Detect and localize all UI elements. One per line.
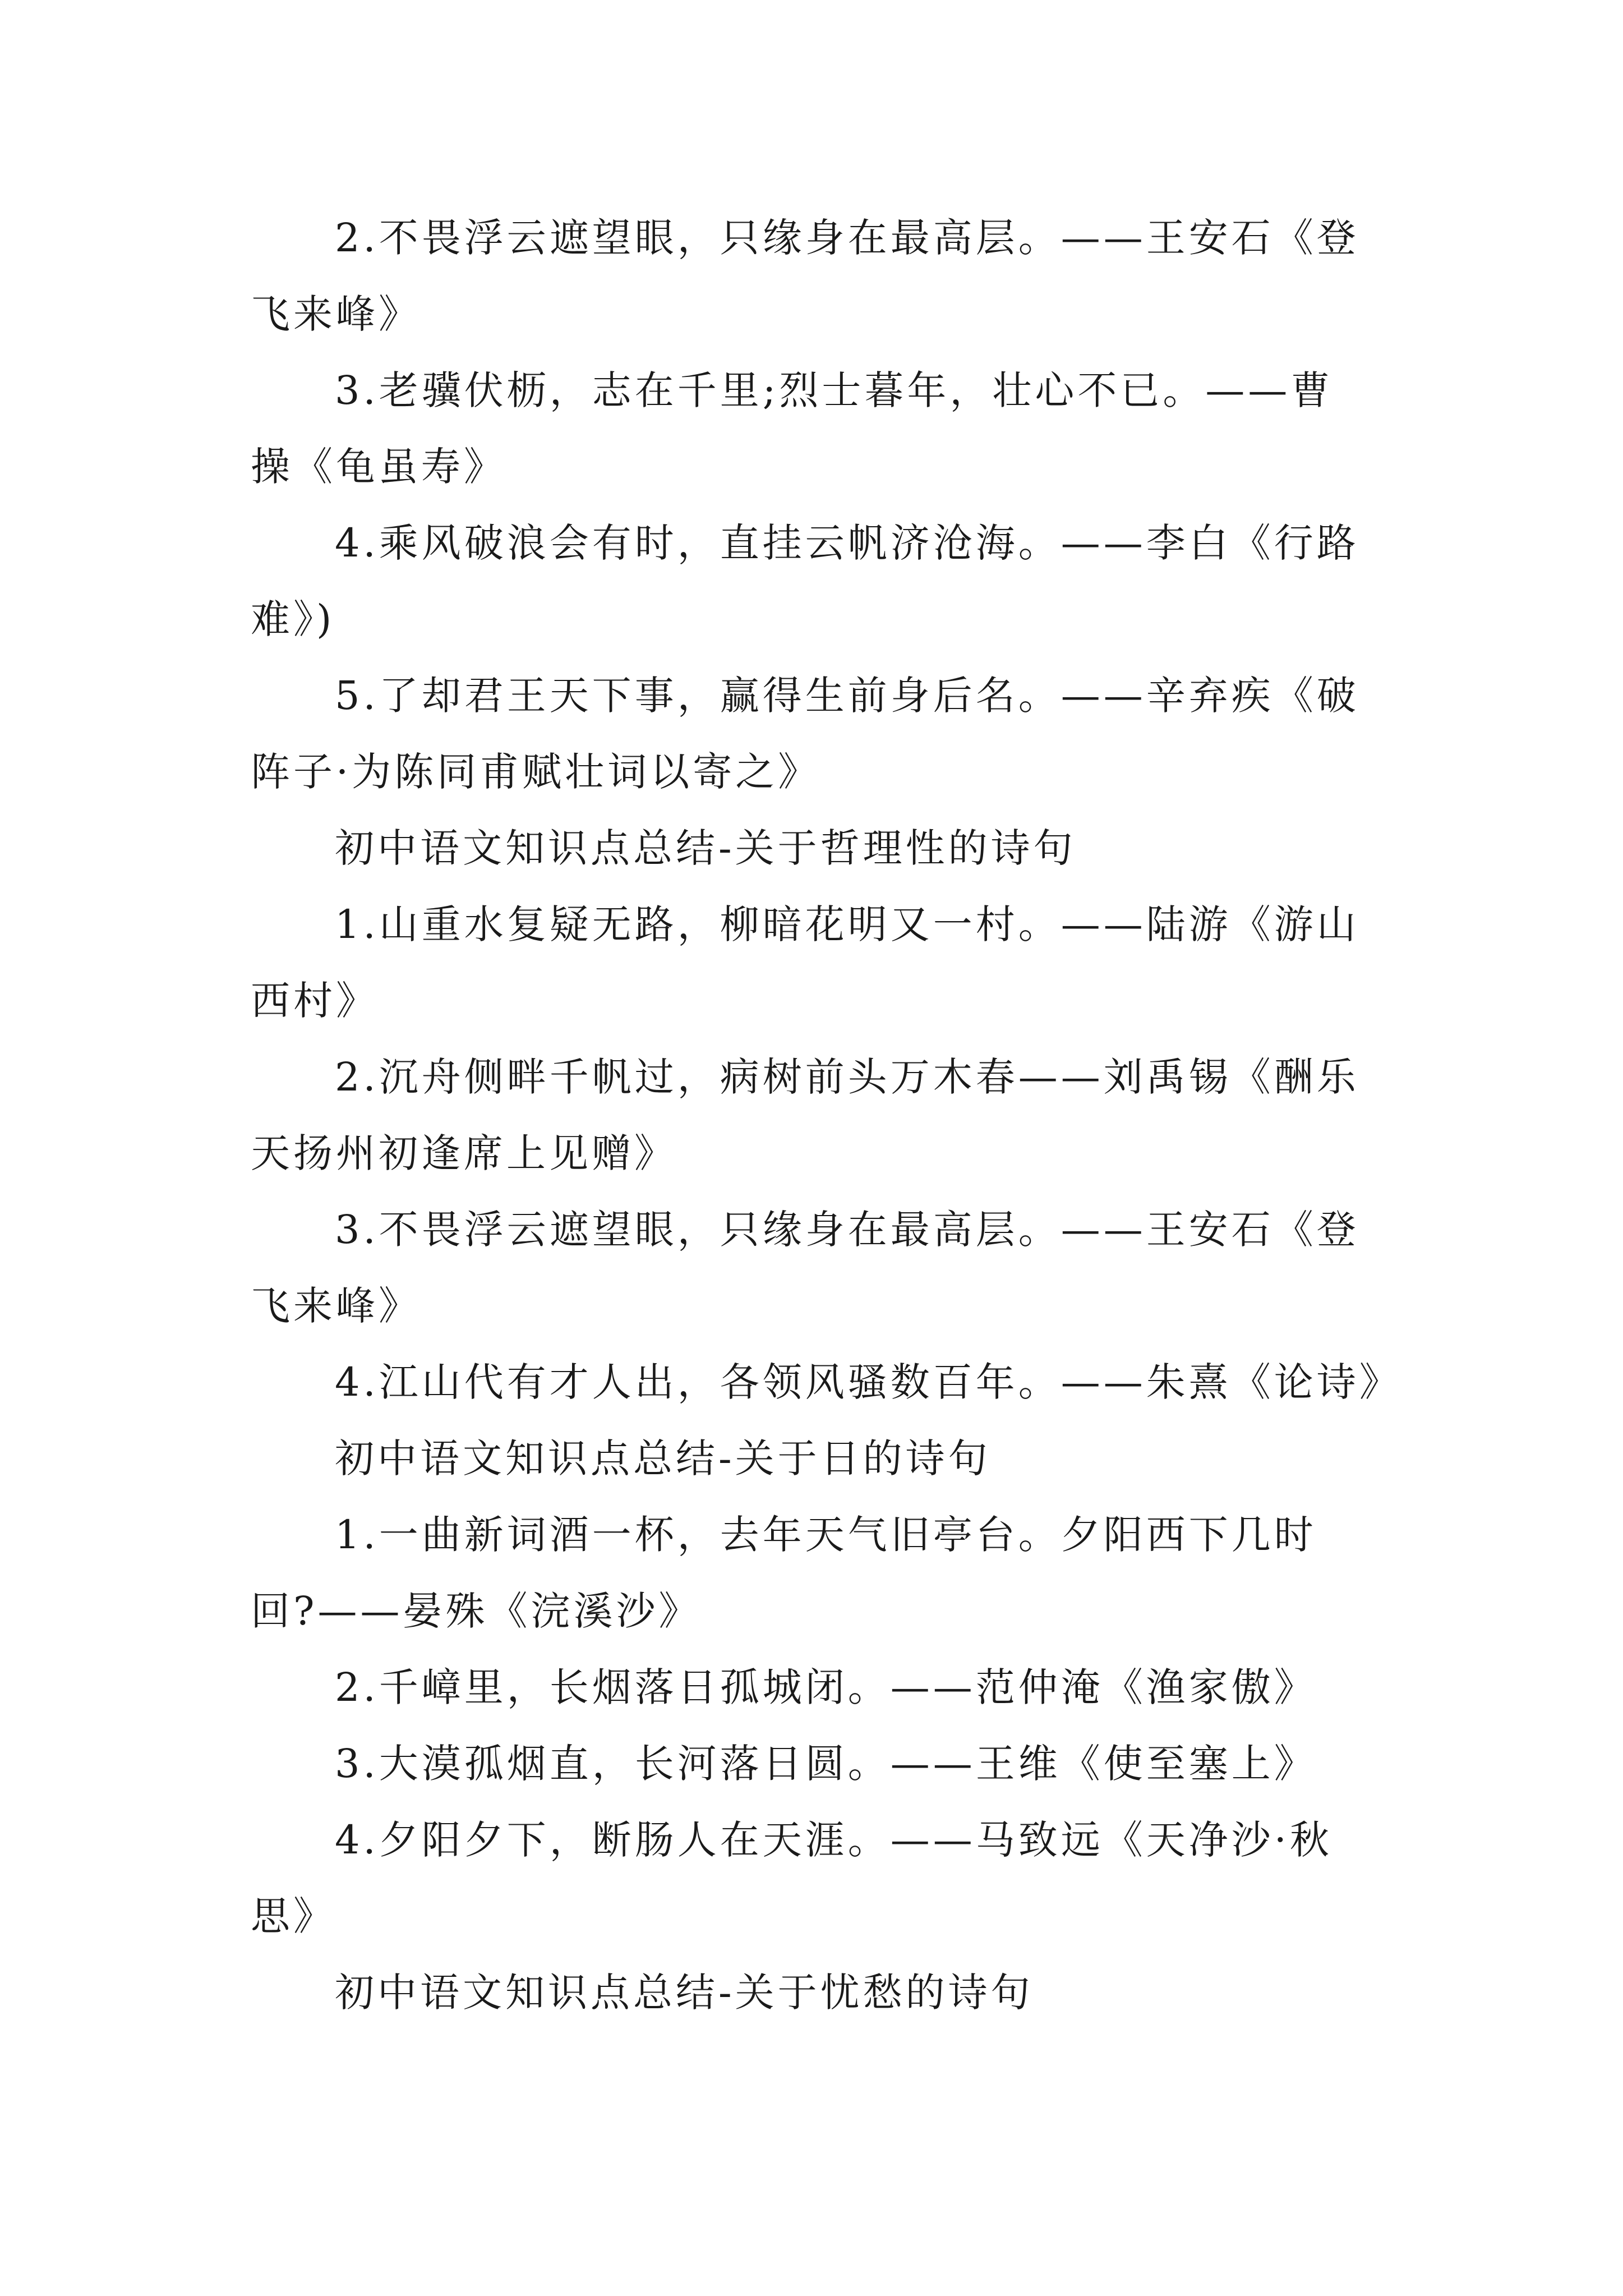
paragraph-line: 1.山重水复疑无路，柳暗花明又一村。——陆游《游山 [335,901,1359,947]
paragraph-line: 4.夕阳夕下，断肠人在天涯。——马致远《天净沙·秋 [335,1817,1333,1863]
paragraph-line: 2.千嶂里，长烟落日孤城闭。——范仲淹《渔家傲》 [335,1664,1317,1710]
paragraph-line: 3.不畏浮云遮望眼，只缘身在最高层。——王安石《登 [335,1207,1359,1253]
paragraph-line: 4.乘风破浪会有时，直挂云帆济沧海。——李白《行路 [335,520,1359,566]
paragraph-line: 思》 [251,1893,336,1939]
section-heading: 初中语文知识点总结-关于哲理性的诗句 [335,825,1076,871]
paragraph-line: 2.沉舟侧畔千帆过，病树前头万木春——刘禹锡《酬乐 [335,1054,1359,1100]
paragraph-line: 西村》 [251,978,379,1024]
paragraph-line: 回?——晏殊《浣溪沙》 [251,1588,702,1634]
paragraph-line: 1.一曲新词酒一杯，去年天气旧亭台。夕阳西下几时 [335,1512,1317,1558]
paragraph-line: 2.不畏浮云遮望眼，只缘身在最高层。——王安石《登 [335,215,1359,261]
paragraph-line: 5.了却君王天下事，赢得生前身后名。——辛弃疾《破 [335,673,1359,719]
paragraph-line: 4.江山代有才人出，各领风骚数百年。——朱熹《论诗》 [335,1359,1402,1405]
section-heading: 初中语文知识点总结-关于日的诗句 [335,1435,991,1481]
paragraph-line: 飞来峰》 [251,1283,421,1329]
document-body [251,200,1402,2031]
paragraph-line: 3.老骥伏枥，志在千里;烈士暮年，壮心不已。——曹 [335,367,1334,413]
paragraph-line: 飞来峰》 [251,291,421,337]
section-heading: 初中语文知识点总结-关于忧愁的诗句 [335,1970,1034,2016]
paragraph-line: 操《龟虽寿》 [251,444,506,490]
paragraph-line: 3.大漠孤烟直，长河落日圆。——王维《使至塞上》 [335,1741,1317,1787]
paragraph-line: 阵子·为陈同甫赋壮词以寄之》 [251,749,821,795]
paragraph-line: 天扬州初逢席上见赠》 [251,1130,677,1176]
paragraph-line: 难》) [251,596,335,642]
